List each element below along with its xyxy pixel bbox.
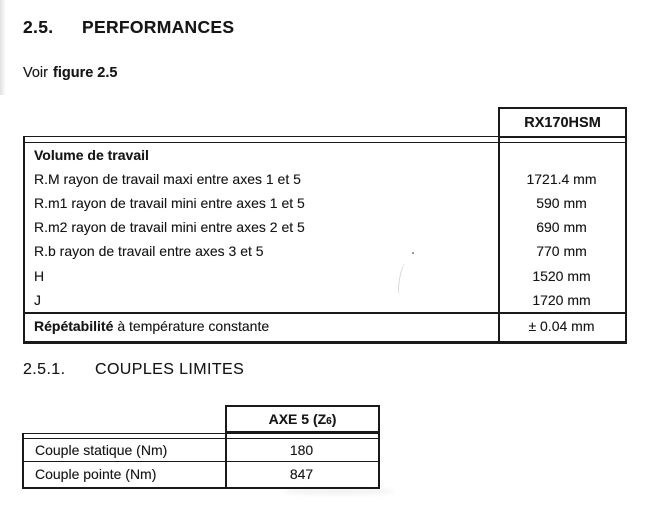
row-value: 180 (289, 442, 314, 458)
column-separator (498, 107, 500, 344)
row-value: 1721.4 mm (526, 171, 597, 187)
repeatability-value: ± 0.04 mm (528, 318, 595, 334)
intro-line (23, 65, 117, 81)
axis-column-header: AXE 5 (Z $_6$ ) (225, 405, 380, 433)
table-row (25, 288, 625, 312)
section-number: 2.5. (23, 17, 54, 37)
row-label: R.b rayon de travail entre axes 3 et 5 (34, 243, 264, 259)
row-value: 1720 mm (532, 292, 591, 308)
couples-table (22, 405, 380, 489)
repeatability-row (25, 312, 625, 338)
performance-table (23, 107, 627, 344)
table-row (24, 439, 378, 461)
row-label: Couple pointe (Nm) (35, 465, 157, 482)
figure-reference: figure 2.5 (53, 65, 118, 81)
row-label: Couple statique (Nm) (35, 442, 168, 458)
row-label: H (34, 267, 45, 284)
repeatability-label-bold: Répétabilité (34, 318, 114, 334)
row-value: 847 (289, 465, 314, 482)
row-value: 1520 mm (532, 267, 591, 284)
model-column-header: RX170HSM (498, 107, 627, 138)
subsection-title: COUPLES LIMITES (95, 361, 245, 378)
axis-header-main: AXE 5 (Z (268, 411, 327, 427)
column-separator (225, 405, 227, 489)
repeatability-label-rest: à température constante (117, 318, 270, 334)
row-value: 590 mm (536, 195, 587, 211)
scan-artifact-left-edge (0, 0, 6, 95)
section-heading (23, 17, 234, 38)
table-row (25, 215, 625, 239)
repeatability-label (25, 318, 498, 334)
table-row (25, 191, 625, 215)
scan-artifact-smudge (283, 488, 395, 495)
table-row (25, 263, 625, 288)
row-label: R.m2 rayon de travail mini entre axes 2 et 5 (34, 219, 305, 235)
axis-header-close: ) (331, 411, 337, 427)
subsection-number: 2.5.1. (23, 361, 66, 378)
double-rule (25, 136, 625, 143)
table-row (25, 239, 625, 263)
subsection-heading (23, 361, 244, 379)
row-label: R.M rayon de travail maxi entre axes 1 et 5 (34, 171, 301, 187)
row-value: 770 mm (536, 243, 587, 259)
row-value: 690 mm (536, 219, 587, 235)
performance-table-body (23, 136, 627, 344)
group-header-row (25, 143, 625, 167)
intro-prefix: Voir (23, 65, 48, 81)
scan-artifact-dot (412, 252, 414, 254)
row-label: R.m1 rayon de travail mini entre axes 1 et 5 (34, 195, 305, 211)
group-header: Volume de travail (34, 147, 149, 163)
couples-table-body (22, 433, 380, 489)
table-row (25, 167, 625, 191)
section-title: PERFORMANCES (82, 17, 235, 37)
table-row (24, 461, 378, 485)
row-label: J (34, 292, 41, 308)
